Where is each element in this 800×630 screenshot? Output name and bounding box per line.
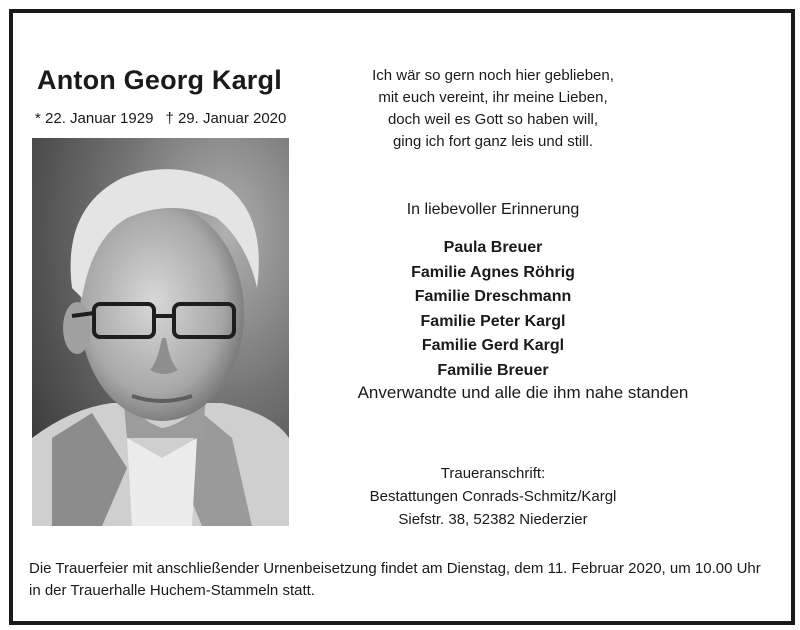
service-announcement: Die Trauerfeier mit anschließender Urnenbeisetzung findet am Dienstag, dem 11. Februar 2020, um 10.00 Uhr in der Trauerhalle Huchem-Stammeln statt. xyxy=(29,560,761,599)
obituary-notice xyxy=(9,9,795,625)
poem-line: Ich wär so gern noch hier geblieben, xyxy=(372,67,614,84)
mourner-name: Familie Dreschmann xyxy=(414,288,572,305)
memory-heading: In liebevoller Erinnerung xyxy=(406,201,580,218)
death-date: † 29. Januar 2020 xyxy=(165,110,287,127)
mourner-name: Paula Breuer xyxy=(443,239,543,256)
mourners-list xyxy=(343,236,643,383)
poem-line: doch weil es Gott so haben will, xyxy=(387,111,599,128)
mourner-name: Familie Breuer xyxy=(437,361,549,379)
relatives-line: Anverwandte und alle die ihm nahe standen xyxy=(357,383,689,402)
deceased-name: Anton Georg Kargl xyxy=(37,65,282,95)
birth-date: * 22. Januar 1929 xyxy=(35,110,154,127)
poem-line: mit euch vereint, ihr meine Lieben, xyxy=(378,89,608,106)
poem xyxy=(343,65,643,153)
address-line: Bestattungen Conrads-Schmitz/Kargl xyxy=(369,488,617,505)
mourner-name: Familie Gerd Kargl xyxy=(421,337,565,354)
portrait-photo xyxy=(32,138,289,526)
address-line: Siefstr. 38, 52382 Niederzier xyxy=(398,511,588,528)
address-label: Traueranschrift: xyxy=(440,465,546,482)
life-dates xyxy=(35,110,286,127)
poem-line: ging ich fort ganz leis und still. xyxy=(392,133,594,150)
mourning-address xyxy=(343,462,643,531)
mourner-name: Familie Agnes Röhrig xyxy=(411,263,575,281)
mourner-name: Familie Peter Kargl xyxy=(420,312,566,330)
